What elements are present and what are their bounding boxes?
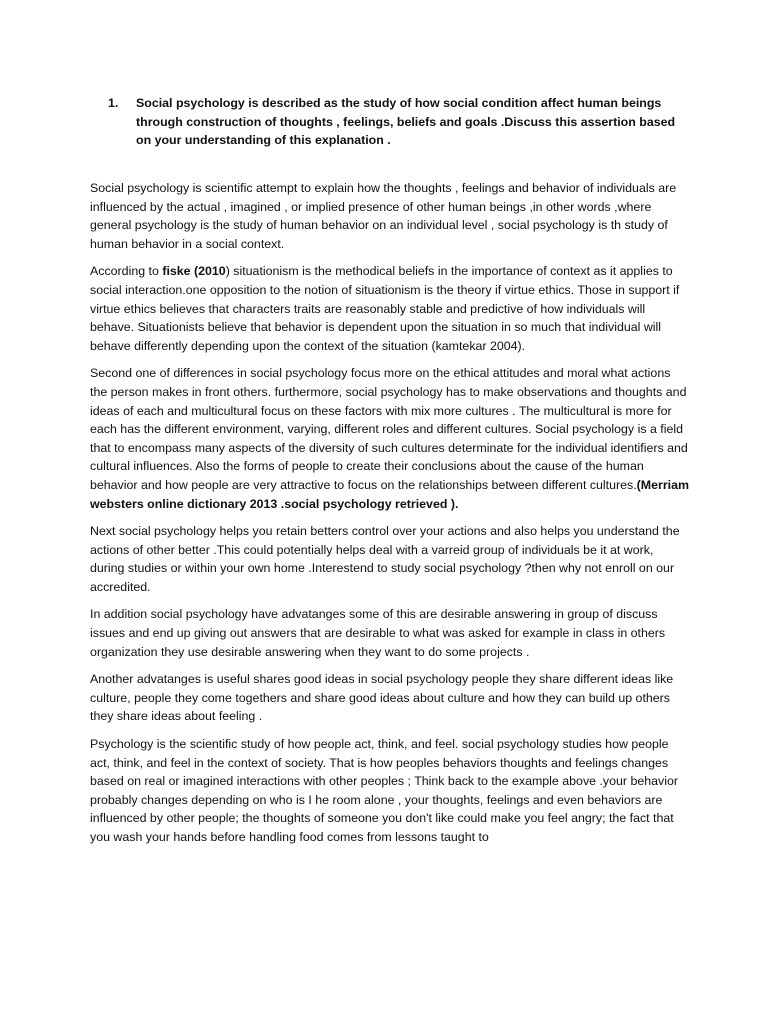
- question-number: 1.: [108, 96, 119, 110]
- paragraph-control: Next social psychology helps you retain betters control over your actions and also helps you understand the actions of other better .This could potentially helps deal with a varreid group of individuals be it at work, during studies or within your own home .Interestend to study social psychology ?then why not enroll on our accredited.: [90, 524, 680, 594]
- question-1: [108, 94, 693, 150]
- paragraph-advantages-answering: In addition social psychology have advatanges some of this are desirable answering in group of discuss issues and end up giving out answers that are desirable to what was asked for example in class in others organization they use desirable answering when they want to do some projects .: [90, 607, 666, 659]
- question-text: Social psychology is described as the study of how social condition affect human beings through construction of thoughts , feelings, beliefs and goals .Discuss this assertion based on your understanding of this explanation .: [136, 96, 676, 148]
- answer-body: [90, 179, 690, 856]
- paragraph-situationism: [90, 262, 690, 355]
- paragraph-psychology-study: Psychology is the scientific study of how people act, think, and feel. social psychology studies how people act, think, and feel in the context of society. That is how peoples behaviors thoughts and feelings changes based on real or imagined interactions with other peoples ; Think back to the example above .your behavior probably changes depending on who is I he room alone , your thoughts, feelings and even behaviors are influenced by other people; the thoughts of someone you don't like could make you feel angry; the fact that you wash your hands before handling food comes from lessons taught to: [90, 737, 678, 844]
- paragraph-multicultural-text: Second one of differences in social psychology focus more on the ethical attitudes and moral what actions the person makes in front others. furthermore, social psychology has to make observations and thoughts and ideas of each and multicultural focus on these factors with mix more cultures . The multicultural is more for each has the different environment, varying, different roles and different cultures. Social psychology is a field that to encompass many aspects of the diversity of such cultures determinate for the individual identifiers and cultural influences. Also the forms of people to create their conclusions about the cause of the human behavior and how people are very attractive to focus on the relationships between different cultures.: [90, 366, 688, 492]
- paragraph-situationism-intro: According to: [90, 264, 163, 279]
- paragraph-multicultural: [90, 364, 690, 513]
- paragraph-situationism-rest: ) situationism is the methodical beliefs in the importance of context as it applies to social interaction.one opposition to the notion of situationism is the theory if virtue ethics. Those in support if virtue ethics believes that characters traits are reasonably stable and predictive of how individuals will behave. Situationists believe that behavior is dependent upon the situation in so much that individual will behave differently depending upon the context of the situation (kamtekar 2004).: [90, 264, 680, 353]
- citation-merriam-webster: (Merriam websters online dictionary 2013 .social psychology retrieved ).: [90, 477, 690, 511]
- paragraph-advantages-ideas: Another advatanges is useful shares good ideas in social psychology people they share different ideas like culture, people they come togethers and share good ideas about culture and how they can build up others they share ideas about feeling .: [90, 672, 674, 724]
- citation-fiske: fiske (2010: [162, 264, 226, 279]
- paragraph-definition: Social psychology is scientific attempt to explain how the thoughts , feelings and behavior of individuals are influenced by the actual , imagined , or implied presence of other human beings ,in other words ,where general psychology is the study of human behavior on an individual level , social psychology is th study of human behavior in a social context.: [90, 181, 677, 251]
